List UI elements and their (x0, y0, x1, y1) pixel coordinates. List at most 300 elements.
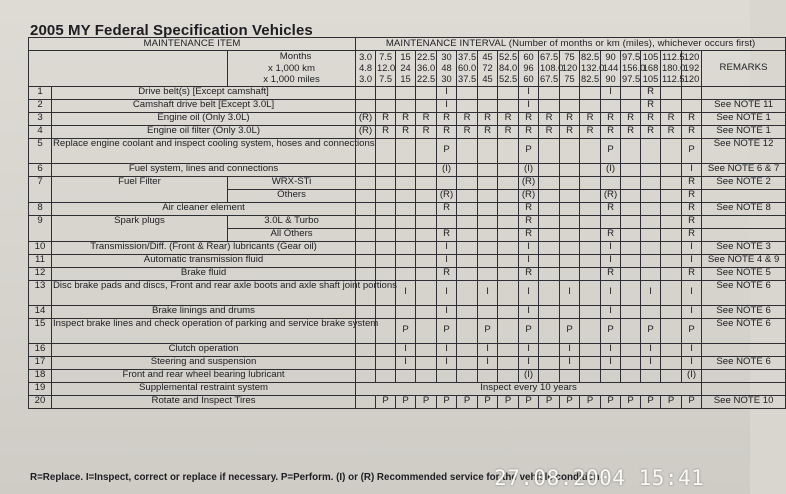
interval-cell (621, 215, 641, 228)
interval-cell: R (641, 86, 661, 99)
maintenance-interval-header: MAINTENANCE INTERVAL (Number of months or km (miles), whichever occurs first) (356, 38, 786, 51)
interval-cell (621, 138, 641, 163)
interval-miles: 97.5 (622, 73, 641, 84)
interval-cell (396, 241, 416, 254)
interval-units (228, 51, 356, 87)
row-number: 20 (29, 395, 52, 408)
schedule-row (29, 318, 786, 343)
interval-km: 4.8 (359, 62, 372, 73)
schedule-row (29, 254, 786, 267)
interval-cell: R (621, 125, 641, 138)
interval-cell (641, 176, 661, 189)
interval-cell: I (519, 86, 539, 99)
interval-months: 7.5 (379, 51, 392, 62)
interval-cell (661, 241, 682, 254)
interval-cell: P (396, 395, 416, 408)
interval-cell (621, 99, 641, 112)
row-number: 9 (29, 215, 52, 241)
interval-cell (661, 369, 682, 382)
interval-cell: I (437, 86, 457, 99)
interval-cell (478, 228, 498, 241)
interval-km: 144 (602, 62, 619, 73)
interval-cell (580, 86, 601, 99)
interval-cell (661, 86, 682, 99)
interval-cell: P (682, 138, 702, 163)
interval-cell (560, 228, 580, 241)
interval-cell: P (560, 318, 580, 343)
interval-cell: I (560, 356, 580, 369)
interval-cell (682, 86, 702, 99)
interval-cell (376, 318, 396, 343)
interval-km: 156.0 (622, 62, 646, 73)
interval-column (457, 51, 478, 87)
interval-cell (416, 318, 437, 343)
interval-cell (661, 138, 682, 163)
interval-cell (641, 189, 661, 202)
interval-cell (478, 305, 498, 318)
maintenance-item: Disc brake pads and discs, Front and rear axle boots and axle shaft joint portions (52, 280, 356, 305)
interval-cell (396, 99, 416, 112)
interval-cell (621, 318, 641, 343)
interval-cell (641, 241, 661, 254)
interval-cell (376, 267, 396, 280)
interval-cell (376, 176, 396, 189)
schedule-row (29, 86, 786, 99)
interval-cell (621, 267, 641, 280)
remark-cell: See NOTE 5 (702, 267, 786, 280)
interval-cell (539, 280, 560, 305)
interval-cell (661, 343, 682, 356)
interval-cell (498, 254, 519, 267)
interval-cell: P (478, 318, 498, 343)
interval-column (661, 51, 686, 87)
interval-cell: P (437, 138, 457, 163)
interval-cell (416, 280, 437, 305)
interval-cell (621, 305, 641, 318)
interval-cell (356, 356, 376, 369)
interval-cell (621, 356, 641, 369)
interval-cell: R (519, 228, 539, 241)
interval-miles: 67.5 (540, 73, 559, 84)
schedule-row (29, 215, 786, 228)
interval-km: 60.0 (458, 62, 477, 73)
schedule-row (29, 395, 786, 408)
interval-cell (396, 163, 416, 176)
schedule-row (29, 382, 786, 395)
interval-cell (478, 176, 498, 189)
interval-cell (498, 356, 519, 369)
interval-cell: P (376, 395, 396, 408)
remark-cell: See NOTE 8 (702, 202, 786, 215)
interval-miles: 60 (523, 73, 534, 84)
interval-cell (539, 318, 560, 343)
interval-cell (580, 369, 601, 382)
interval-months: 22.5 (417, 51, 436, 62)
interval-column (580, 51, 605, 87)
interval-cell (641, 305, 661, 318)
interval-cell: I (601, 254, 621, 267)
interval-cell (498, 163, 519, 176)
interval-cell (661, 202, 682, 215)
interval-cell: P (519, 318, 539, 343)
interval-cell (457, 138, 478, 163)
interval-cell (376, 163, 396, 176)
interval-cell: R (539, 125, 560, 138)
interval-cell (478, 254, 498, 267)
interval-cell (641, 163, 661, 176)
interval-cell (457, 241, 478, 254)
item-variant: 3.0L & Turbo (228, 215, 356, 228)
legend-text: R=Replace. I=Inspect, correct or replace if necessary. P=Perform. (I) or (R) Recommended service for the vehicle condition. (30, 472, 603, 483)
interval-column (396, 51, 416, 87)
interval-cell (416, 163, 437, 176)
interval-cell (539, 369, 560, 382)
interval-cell (457, 176, 478, 189)
interval-cell: P (396, 318, 416, 343)
interval-cell (416, 267, 437, 280)
interval-cell (641, 228, 661, 241)
remark-cell (702, 86, 786, 99)
maintenance-item: Supplemental restraint system (52, 382, 356, 395)
interval-cell (641, 138, 661, 163)
row-number: 8 (29, 202, 52, 215)
maintenance-item: Spark plugs (52, 215, 228, 241)
interval-cell: I (601, 241, 621, 254)
interval-cell (478, 99, 498, 112)
interval-cell (457, 86, 478, 99)
remark-cell (702, 343, 786, 356)
interval-cell: I (437, 254, 457, 267)
interval-cell (560, 86, 580, 99)
remark-cell (702, 382, 786, 395)
interval-cell (539, 343, 560, 356)
interval-cell: I (437, 305, 457, 318)
remark-cell (702, 369, 786, 382)
interval-cell: R (376, 112, 396, 125)
interval-km: 108.0 (540, 62, 564, 73)
interval-cell: R (601, 228, 621, 241)
interval-months: 90 (605, 51, 616, 62)
interval-cell (498, 86, 519, 99)
row-number: 18 (29, 369, 52, 382)
interval-cell: R (682, 228, 702, 241)
interval-cell: I (519, 305, 539, 318)
interval-cell (416, 254, 437, 267)
interval-cell (580, 215, 601, 228)
interval-cell (539, 215, 560, 228)
maintenance-item: Automatic transmission fluid (52, 254, 356, 267)
interval-cell (580, 254, 601, 267)
interval-cell: I (478, 280, 498, 305)
interval-column (498, 51, 519, 87)
schedule-row (29, 202, 786, 215)
interval-cell: R (416, 112, 437, 125)
interval-cell (356, 369, 376, 382)
interval-miles: 82.5 (581, 73, 600, 84)
interval-cell: R (661, 112, 682, 125)
interval-cell: I (560, 343, 580, 356)
interval-cell (457, 254, 478, 267)
interval-column (641, 51, 661, 87)
interval-cell (539, 138, 560, 163)
interval-column (539, 51, 564, 87)
schedule-row (29, 267, 786, 280)
interval-cell (416, 202, 437, 215)
interval-cell (416, 176, 437, 189)
interval-cell: R (437, 125, 457, 138)
interval-column (356, 51, 376, 87)
interval-cell (601, 176, 621, 189)
interval-cell: (I) (437, 163, 457, 176)
interval-cell (376, 241, 396, 254)
interval-cell (457, 318, 478, 343)
interval-cell (560, 99, 580, 112)
interval-cell (560, 202, 580, 215)
interval-cell (621, 254, 641, 267)
interval-cell (641, 202, 661, 215)
schedule-row (29, 343, 786, 356)
interval-cell (437, 369, 457, 382)
interval-cell: R (519, 125, 539, 138)
interval-cell (376, 343, 396, 356)
interval-cell: R (682, 112, 702, 125)
interval-cell (396, 176, 416, 189)
remark-cell: See NOTE 6 (702, 318, 786, 343)
interval-cell: P (457, 395, 478, 408)
interval-cell (396, 86, 416, 99)
interval-cell (478, 369, 498, 382)
interval-cell: (I) (519, 163, 539, 176)
interval-cell (601, 99, 621, 112)
interval-cell (621, 202, 641, 215)
interval-km: 132.0 (581, 62, 605, 73)
interval-cell: (I) (682, 369, 702, 382)
interval-cell (356, 163, 376, 176)
interval-months: 45 (482, 51, 493, 62)
interval-cell: R (682, 176, 702, 189)
interval-cell (396, 267, 416, 280)
interval-cell (539, 305, 560, 318)
interval-cell (396, 369, 416, 382)
interval-cell (580, 280, 601, 305)
interval-cell (560, 241, 580, 254)
maintenance-item: Transmission/Diff. (Front & Rear) lubricants (Gear oil) (52, 241, 356, 254)
interval-cell (416, 241, 437, 254)
interval-cell: P (437, 395, 457, 408)
maintenance-schedule-table (28, 37, 786, 409)
interval-miles: 22.5 (417, 73, 436, 84)
interval-cell (416, 86, 437, 99)
interval-cell (661, 305, 682, 318)
maintenance-item: Air cleaner element (52, 202, 356, 215)
interval-cell: I (601, 356, 621, 369)
interval-cell (396, 202, 416, 215)
interval-cell: P (560, 395, 580, 408)
interval-column (416, 51, 437, 87)
interval-cell: I (519, 356, 539, 369)
interval-cell (356, 254, 376, 267)
interval-km: 84.0 (499, 62, 518, 73)
interval-cell (560, 369, 580, 382)
interval-cell (356, 189, 376, 202)
row-number: 13 (29, 280, 52, 305)
interval-cell (416, 305, 437, 318)
interval-miles: 105 (642, 73, 659, 84)
interval-cell (539, 99, 560, 112)
unit-label-months: Months (279, 51, 312, 62)
interval-cell (661, 99, 682, 112)
interval-miles: 90 (605, 73, 616, 84)
interval-cell: R (580, 125, 601, 138)
interval-cell: P (601, 318, 621, 343)
interval-cell: R (601, 125, 621, 138)
interval-cell: P (539, 395, 560, 408)
interval-cell: (R) (437, 189, 457, 202)
interval-cell: (R) (356, 125, 376, 138)
interval-cell (580, 138, 601, 163)
interval-cell (498, 176, 519, 189)
interval-cell: I (682, 241, 702, 254)
interval-cell (416, 356, 437, 369)
interval-cell (560, 267, 580, 280)
interval-cell (416, 215, 437, 228)
interval-cell: P (519, 395, 539, 408)
item-variant: All Others (228, 228, 356, 241)
interval-cell (580, 241, 601, 254)
interval-cell (539, 86, 560, 99)
interval-months: 15 (400, 51, 411, 62)
interval-cell (498, 189, 519, 202)
interval-cell (376, 356, 396, 369)
interval-cell (621, 176, 641, 189)
interval-cell (621, 343, 641, 356)
interval-cell: I (396, 356, 416, 369)
interval-cell: I (682, 343, 702, 356)
interval-column (560, 51, 580, 87)
interval-miles: 52.5 (499, 73, 518, 84)
interval-cell (457, 267, 478, 280)
interval-cell: I (682, 254, 702, 267)
interval-cell (539, 202, 560, 215)
interval-cell (457, 189, 478, 202)
interval-cell: P (498, 395, 519, 408)
interval-cell (661, 280, 682, 305)
interval-km: 48 (441, 62, 452, 73)
interval-cell (457, 280, 478, 305)
interval-cell (416, 189, 437, 202)
interval-cell: P (416, 395, 437, 408)
interval-miles: 7.5 (379, 73, 392, 84)
interval-cell (498, 369, 519, 382)
interval-miles: 37.5 (458, 73, 477, 84)
interval-cell (641, 369, 661, 382)
maintenance-item: Engine oil (Only 3.0L) (52, 112, 356, 125)
interval-cell (396, 305, 416, 318)
interval-months: 52.5 (499, 51, 518, 62)
interval-cell: R (437, 267, 457, 280)
interval-cell (498, 99, 519, 112)
interval-cell (356, 267, 376, 280)
interval-cell (661, 318, 682, 343)
interval-cell: P (661, 395, 682, 408)
interval-cell (478, 267, 498, 280)
remark-cell (702, 189, 786, 202)
remark-cell: See NOTE 1 (702, 125, 786, 138)
interval-cell: (R) (519, 189, 539, 202)
interval-cell (661, 176, 682, 189)
interval-cell (560, 254, 580, 267)
row-number: 2 (29, 99, 52, 112)
interval-months: 105 (642, 51, 659, 62)
interval-cell (416, 369, 437, 382)
unit-label-km: x 1,000 km (268, 62, 315, 74)
maintenance-item: Brake fluid (52, 267, 356, 280)
schedule-row (29, 163, 786, 176)
interval-cell: I (682, 305, 702, 318)
interval-cell: I (437, 99, 457, 112)
interval-cell (356, 215, 376, 228)
maintenance-item: Engine oil filter (Only 3.0L) (52, 125, 356, 138)
interval-column (621, 51, 646, 87)
schedule-row (29, 125, 786, 138)
interval-cell: (I) (519, 369, 539, 382)
interval-cell (478, 202, 498, 215)
interval-cell: R (580, 112, 601, 125)
unit-label-miles: x 1,000 miles (263, 74, 320, 85)
row-number: 5 (29, 138, 52, 163)
interval-cell: R (519, 267, 539, 280)
interval-cell (580, 202, 601, 215)
interval-cell: R (601, 112, 621, 125)
remark-cell: See NOTE 1 (702, 112, 786, 125)
interval-cell (478, 189, 498, 202)
header-blank (29, 51, 228, 87)
interval-cell (621, 228, 641, 241)
interval-cell (560, 176, 580, 189)
interval-miles: 30 (441, 73, 452, 84)
interval-cell (356, 343, 376, 356)
interval-cell (539, 163, 560, 176)
remark-cell: See NOTE 12 (702, 138, 786, 163)
interval-km: 24 (400, 62, 411, 73)
interval-cell (396, 189, 416, 202)
interval-cell: R (416, 125, 437, 138)
interval-cell (601, 215, 621, 228)
interval-cell: P (437, 318, 457, 343)
interval-cell: I (519, 99, 539, 112)
interval-cell (580, 356, 601, 369)
interval-cell: R (519, 112, 539, 125)
interval-cell (560, 138, 580, 163)
interval-cell: P (641, 395, 661, 408)
schedule-row (29, 138, 786, 163)
item-variant: WRX-STi (228, 176, 356, 189)
interval-cell (580, 267, 601, 280)
row-number: 14 (29, 305, 52, 318)
interval-cell (641, 267, 661, 280)
interval-cell: R (457, 112, 478, 125)
remark-cell: See NOTE 6 (702, 305, 786, 318)
interval-cell (457, 163, 478, 176)
interval-cell (498, 138, 519, 163)
row-number: 10 (29, 241, 52, 254)
maintenance-item: Camshaft drive belt [Except 3.0L] (52, 99, 356, 112)
maintenance-item: Clutch operation (52, 343, 356, 356)
page-title: 2005 MY Federal Specification Vehicles (30, 22, 313, 39)
interval-cell (661, 163, 682, 176)
interval-cell (416, 99, 437, 112)
interval-months: 30 (441, 51, 452, 62)
